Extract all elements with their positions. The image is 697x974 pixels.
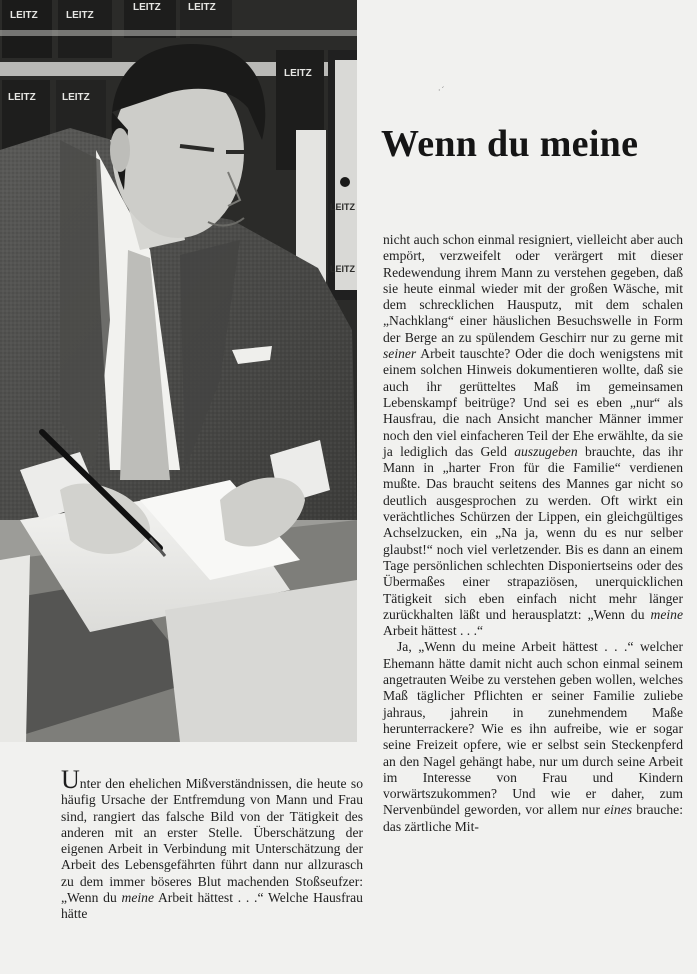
text: Arbeit tauschte? Oder die doch wenigstens mit einem solchen Hinweis dokumentieren wollte, daß sie auch ihr gerütteltes Maß im gemeinsamen Lebenskampf beitrüge? Und sei es eben „nur“ als Hausfrau, die nach Ansicht mancher Männer immer noch den viel einfacheren Teil der Ehe erwählte, da sie ja lediglich das Geld — [383, 346, 683, 459]
binder-label: LEITZ — [188, 2, 216, 13]
binder-label: LEITZ — [62, 92, 90, 103]
emphasis: auszugeben — [514, 443, 578, 459]
binder-label: LEITZ — [330, 264, 355, 274]
text: brauchte, das ihr Mann in „harter Fron für die Familie“ verdienen mußte. Das braucht seitens des Mannes gar nicht so deutlich ausgesprochen zu werden. Oft wirkt ein verächtliches Schürzen der Lippen, ein gleichgültiges Achselzucken, ein „Na ja, wenn du es nur selber glaubst!“ noch viel verletzender. Bis es dann an einem Tage persönlichen schlechten Disponiertseins oder des Übermaßes einer strapaziösen, unerquicklichen Tätigkeit sich eben einfach nicht mehr länger zurückhalten läßt und herausplatzt: „Wenn du — [383, 443, 683, 622]
text: nter den ehelichen Mißverständnissen, die heute so häufig Ursache der Entfremdung von Mann und Frau sind, rangiert das falsche Bild von der Tätigkeit des anderen mit an erster Stelle. Überschätzung der eigenen Arbeit in Verbindung mit Unterschätzung der Arbeit des Lebensgefährten führt dann nur allzurasch zu dem immer böseres Blut machenden Stoßseufzer: „Wenn du — [61, 776, 363, 906]
binder-label: LEITZ — [10, 10, 38, 21]
text: Arbeit hättest . . .“ — [383, 623, 484, 639]
binder-label: LEITZ — [284, 68, 312, 79]
article-title: Wenn du meine — [381, 123, 639, 166]
paragraph — [61, 765, 363, 923]
binder-label: LEITZ — [133, 2, 161, 13]
paragraph — [383, 232, 683, 639]
emphasis: meine — [121, 890, 154, 906]
text: brauche: das zärtliche Mit- — [383, 802, 683, 834]
article-photo — [0, 0, 357, 742]
text: nicht auch schon einmal resigniert, vielleicht aber auch empört, verzweifelt oder verärgert mit dieser Redewendung ihrem Mann zu verstehen gegeben, daß sie heute einmal wieder mit der großen Wäsche, mit dem schrecklichen Hausputz, mit dem schalen „Nachklang“ einer häuslichen Besuchswelle in Form der Berge an zu spülendem Geschirr nur zu gerne mit — [383, 232, 683, 345]
emphasis: meine — [650, 606, 683, 622]
drop-cap: U — [61, 765, 80, 794]
binder-label: LEITZ — [66, 10, 94, 21]
binder-label: LEITZ — [8, 92, 36, 103]
text: Arbeit hättest . . .“ Welche Hausfrau hätte — [61, 890, 363, 922]
article-column-right — [383, 232, 683, 835]
photo-man-writing-at-desk — [0, 0, 357, 742]
article-column-left — [61, 765, 363, 923]
text: Ja, „Wenn du meine Arbeit hättest . . .“ welcher Ehemann hätte damit nicht auch schon einmal seinem angetrauten Weibe zu verstehen geben wollen, welches Maß täglicher Pflichten er seiner Familie zuliebe jahraus, jahrein in zunehmendem Maße herunterrackere? Wie es ihn aufreibe, wie er sogar seine Freizeit opfere, wie er selbst sein Steckenpferd an den Nagel gehängt habe, nur um durch seine Arbeit im Interesse von Frau und Kindern vorwärtszukommen? Und wie er daher, zum Nervenbündel geworden, vor allem nur — [383, 639, 683, 818]
paragraph — [383, 639, 683, 835]
print-mark: ·ˊ — [438, 86, 445, 95]
emphasis: seiner — [383, 346, 417, 362]
emphasis: eines — [604, 802, 633, 818]
binder-label: LEITZ — [330, 202, 355, 212]
